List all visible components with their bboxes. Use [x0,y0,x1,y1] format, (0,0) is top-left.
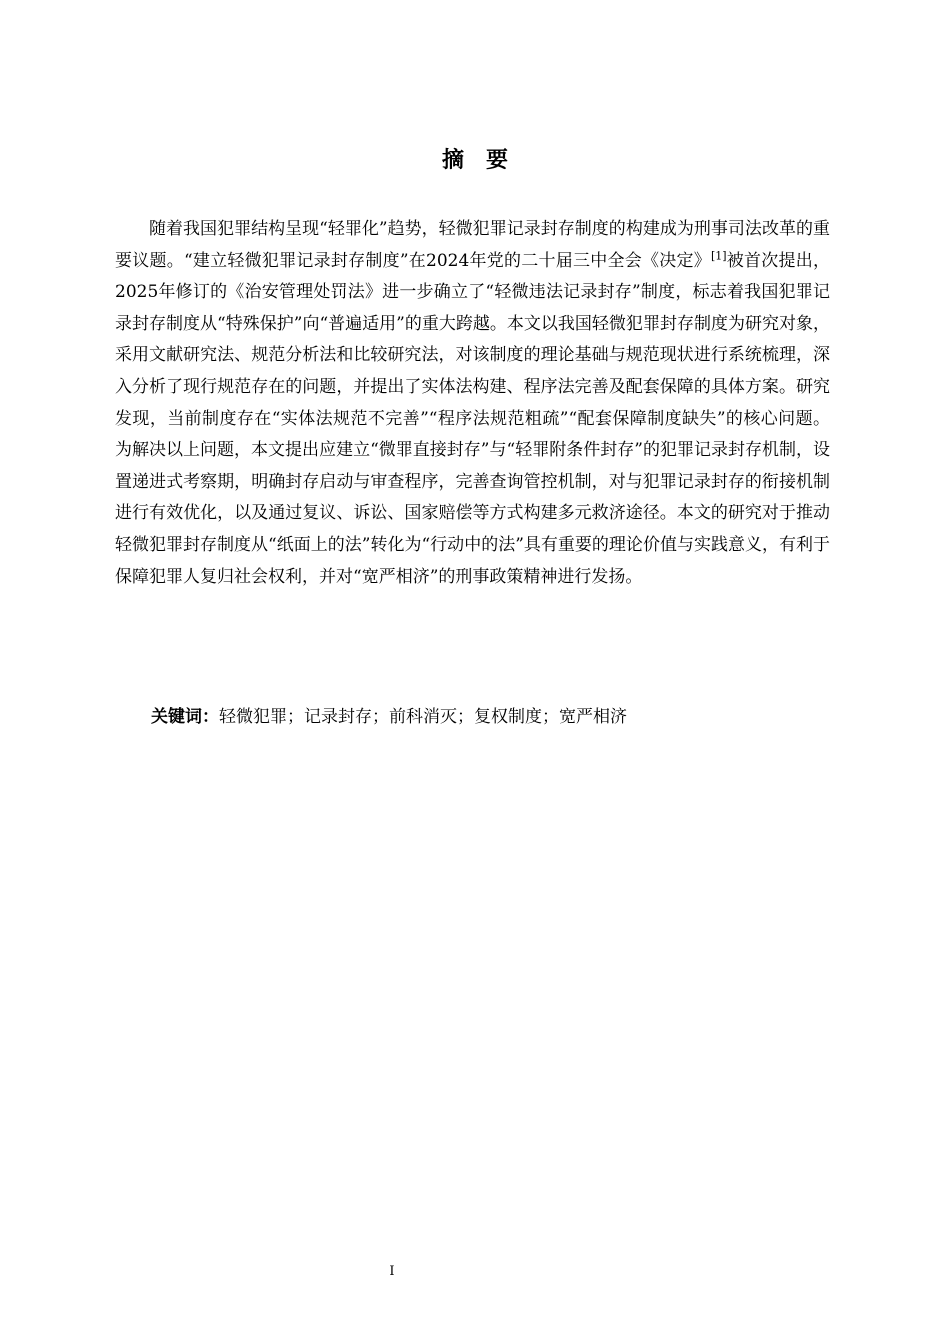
keywords-label: 关键词： [151,707,219,727]
keywords-text: 轻微犯罪；记录封存；前科消灭；复权制度；宽严相济 [219,707,627,727]
abstract-paragraph [115,214,830,593]
abstract-title: 摘要 [441,148,530,173]
abstract-text-part2: 被首次提出，2025年修订的《治安管理处罚法》进一步确立了“轻微违法记录封存”制度，标志着我国犯罪记录封存制度从“特殊保护”向“普遍适用”的重大跨越。本文以我国轻微犯罪封存制度为研究对象，采用文献研究法、规范分析法和比较研究法，对该制度的理论基础与规范现状进行系统梳理，深入分析了现行规范存在的问题，并提出了实体法构建、程序法完善及配套保障的具体方案。研究发现，当前制度存在“实体法规范不完善”“程序法规范粗疏”“配套保障制度缺失”的核心问题。为解决以上问题，本文提出应建立“微罪直接封存”与“轻罪附条件封存”的犯罪记录封存机制，设置递进式考察期，明确封存启动与审查程序，完善查询管控机制，对与犯罪记录封存的衔接机制进行有效优化，以及通过复议、诉讼、国家赔偿等方式构建多元救济途径。本文的研究对于推动轻微犯罪封存制度从“纸面上的法”转化为“行动中的法”具有重要的理论价值与实践意义，有利于保障犯罪人复归社会权利，并对“宽严相济”的刑事政策精神进行发扬。 [115,250,830,587]
abstract-text-part1: 随着我国犯罪结构呈现“轻罪化”趋势，轻微犯罪记录封存制度的构建成为刑事司法改革的重要议题。“建立轻微犯罪记录封存制度”在2024年党的二十届三中全会《决定》 [115,219,830,271]
keywords-line [115,702,830,732]
citation-reference[interactable]: [1] [710,248,727,262]
page-number: I [389,1264,395,1279]
